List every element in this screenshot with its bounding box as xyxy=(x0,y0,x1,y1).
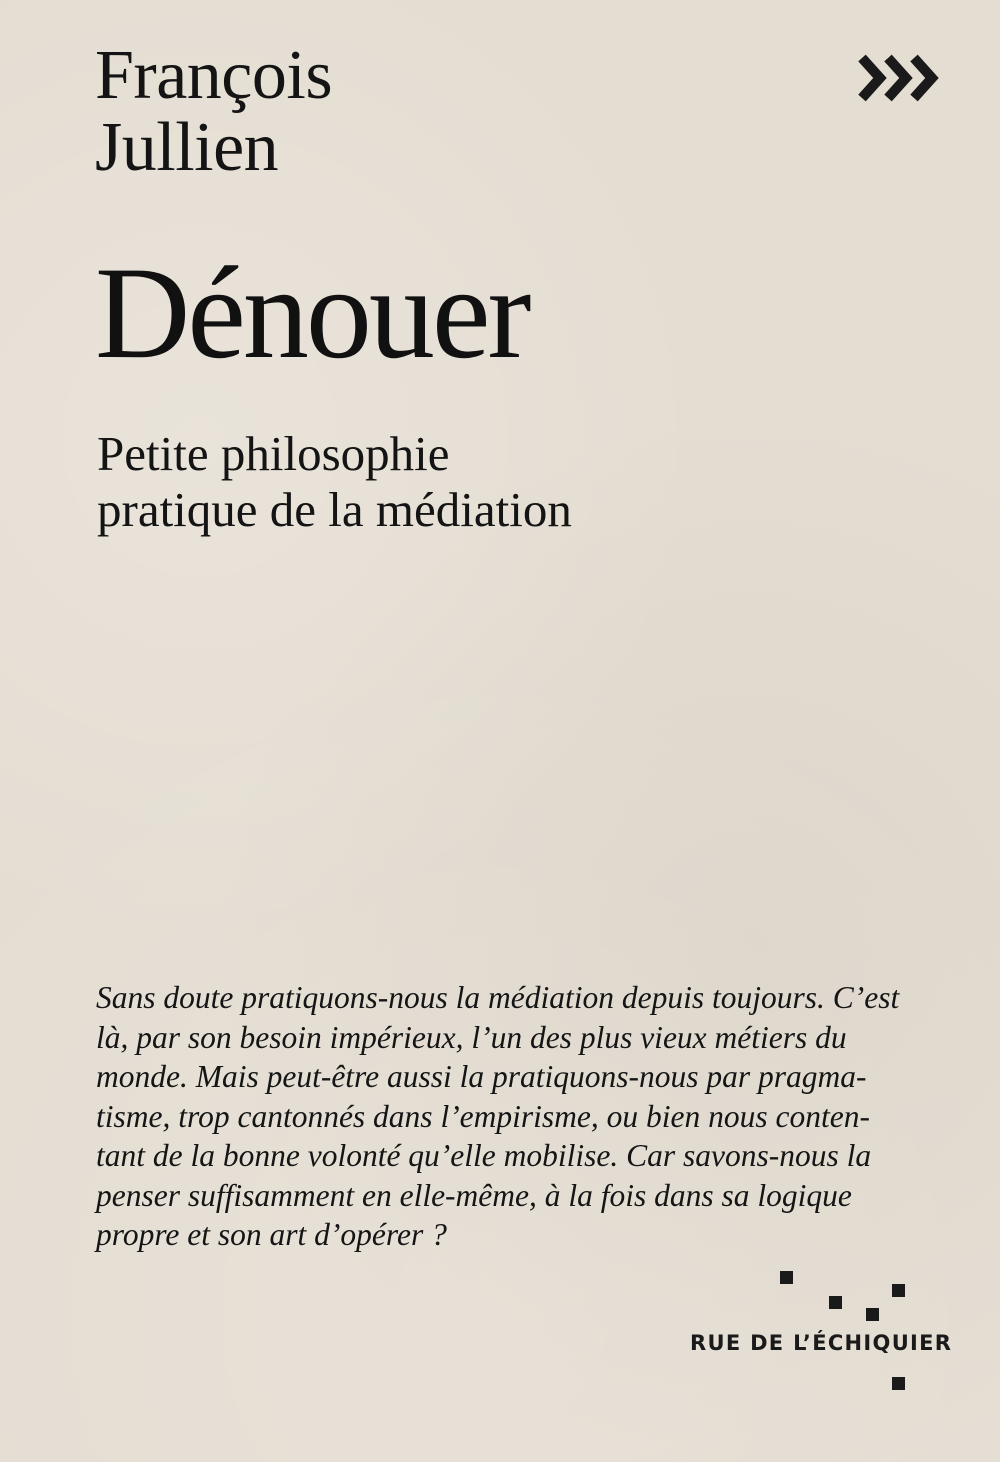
logo-square xyxy=(892,1284,905,1297)
blurb-line: tisme, trop cantonnés dans l’empirisme, ou bien nous conten- xyxy=(96,1098,870,1134)
blurb-line: monde. Mais peut-être aussi la pratiquons-nous par pragma- xyxy=(96,1059,867,1094)
subtitle-line: pratique de la médiation xyxy=(97,482,572,537)
logo-square xyxy=(780,1271,793,1284)
triple-chevron-icon xyxy=(858,52,944,104)
author-first-name: François xyxy=(95,37,333,114)
blurb-line: propre et son art d’opérer ? xyxy=(96,1217,447,1252)
blurb-line: Sans doute pratiquons-nous la médiation depuis toujours. C’est xyxy=(96,980,900,1015)
logo-square xyxy=(892,1377,905,1390)
author-name xyxy=(95,37,333,186)
blurb-line: là, par son besoin impérieux, l’un des plus vieux métiers du xyxy=(96,1019,847,1055)
subtitle-line: Petite philosophie xyxy=(97,426,450,481)
blurb-line: tant de la bonne volonté qu’elle mobilise. Car savons-nous la xyxy=(96,1138,872,1173)
logo-square xyxy=(829,1296,842,1309)
publisher-name: RUE DE L’ÉCHIQUIER xyxy=(690,1331,953,1355)
book-subtitle xyxy=(97,426,572,538)
book-title: Dénouer xyxy=(95,239,529,386)
cover-blurb xyxy=(96,978,946,1255)
logo-square xyxy=(866,1308,879,1321)
author-last-name: Jullien xyxy=(95,109,279,186)
blurb-line: penser suffisamment en elle-même, à la fois dans sa logique xyxy=(96,1177,852,1213)
